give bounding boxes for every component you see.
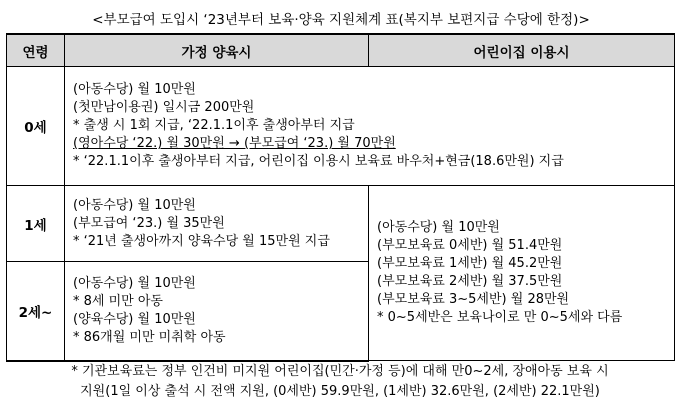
age0-line-1: (아동수당) 월 10만원	[73, 82, 196, 97]
daycare-line-3: (부모보육료 1세반) 월 45.2만원	[377, 256, 563, 271]
support-system-table	[6, 33, 675, 362]
header-home-care: 가정 양육시	[65, 34, 369, 67]
age-cell-0: 0세	[7, 67, 65, 186]
age2-home-cell	[65, 262, 369, 361]
age1-line-3: * ‘21년 출생아까지 양육수당 월 15만원 지급	[73, 233, 330, 249]
age1-line-2: (부모급여 ‘23.) 월 35만원	[73, 215, 225, 231]
age2-line-2: * 8세 미만 아동	[73, 293, 163, 309]
daycare-line-5: (부모보육료 3~5세반) 월 28만원	[377, 292, 570, 307]
age-cell-1: 1세	[7, 186, 65, 262]
age1-line-1: (아동수당) 월 10만원	[73, 197, 196, 213]
footnote-line-1: * 기관보육료는 정부 인건비 미지원 어린이집(민간·가정 등)에 대해 만0~2세, 장애아동 보육 시	[71, 364, 609, 379]
footnote	[6, 362, 674, 402]
daycare-line-1: (아동수당) 월 10만원	[377, 220, 500, 235]
header-daycare: 어린이집 이용시	[369, 34, 675, 67]
table-row-age1	[7, 186, 675, 262]
age0-benefits-cell	[65, 67, 675, 186]
daycare-line-6: * 0~5세반은 보육나이로 만 0~5세와 다름	[377, 310, 623, 325]
age2-line-3: (양육수당) 월 10만원	[73, 311, 196, 327]
table-header-row	[7, 34, 675, 67]
age0-line-2: (첫만남이용권) 일시금 200만원	[73, 100, 255, 115]
age0-line-5: * ‘22.1.1이후 출생아부터 지급, 어린이집 이용시 보육료 바우처+현금(18.6만원) 지급	[73, 154, 564, 169]
daycare-line-2: (부모보육료 0세반) 월 51.4만원	[377, 238, 563, 253]
header-age: 연령	[7, 34, 65, 67]
age2-line-1: (아동수당) 월 10만원	[73, 275, 196, 291]
age1-home-cell	[65, 186, 369, 262]
document-title: <부모급여 도입시 ‘23년부터 보육·양육 지원체계 표(복지부 보편지급 수당에 한정)>	[92, 12, 590, 28]
footnote-line-2: 지원(1일 이상 출석 시 전액 지원, (0세반) 59.9만원, (1세반) 32.6만원, (2세반) 22.1만원)	[80, 384, 600, 399]
age-cell-2: 2세~	[7, 262, 65, 361]
age2-line-4: * 86개월 미만 미취학 아동	[73, 329, 226, 345]
table-row-age0	[7, 67, 675, 186]
age0-line-3: * 출생 시 1회 지급, ‘22.1.1이후 출생아부터 지급	[73, 118, 355, 133]
daycare-line-4: (부모보육료 2세반) 월 37.5만원	[377, 274, 563, 289]
age0-line-4: (영아수당 ‘22.) 월 30만원 → (부모급여 ‘23.) 월 70만원	[73, 136, 396, 151]
daycare-cell	[369, 186, 675, 361]
